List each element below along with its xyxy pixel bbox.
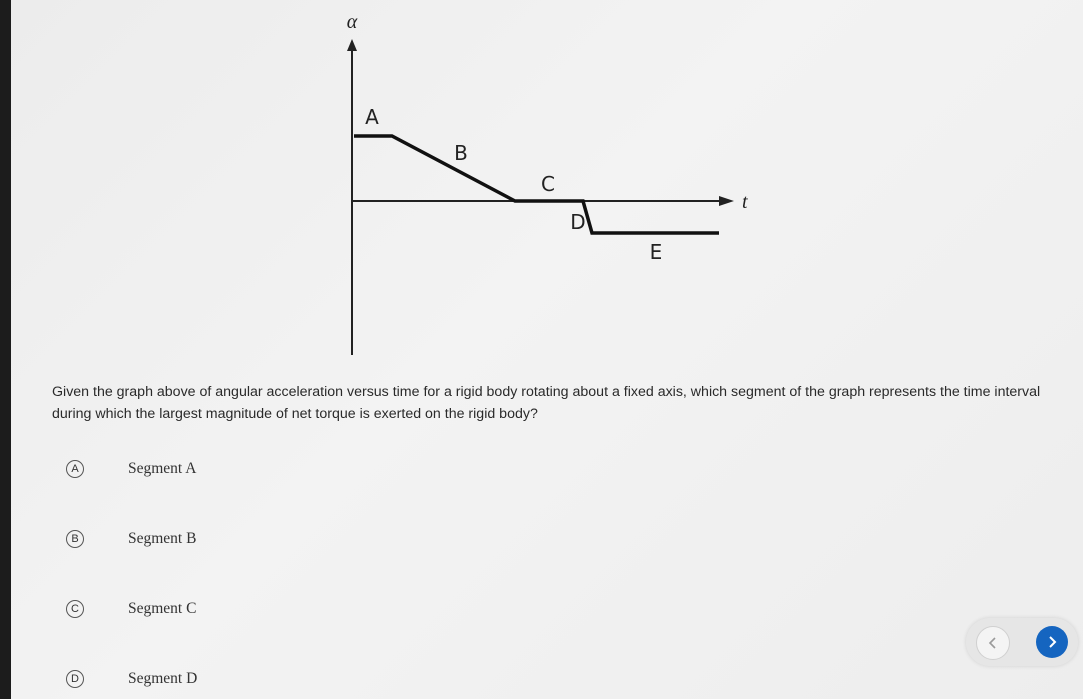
y-axis-arrow-icon bbox=[347, 39, 357, 51]
choice-a-label[interactable]: Segment A bbox=[128, 460, 197, 477]
segment-label-e: E bbox=[649, 240, 663, 264]
graph-line bbox=[354, 136, 719, 233]
question-navigation bbox=[966, 618, 1078, 666]
segment-label-c: C bbox=[541, 172, 555, 196]
choice-c-label[interactable]: Segment C bbox=[128, 600, 197, 617]
choice-a-radio[interactable]: A bbox=[66, 460, 84, 478]
question-text: Given the graph above of angular acceleration versus time for a rigid body rotating about a fixed axis, which segment of the graph represents the time interval during which the largest magnitude of net torque is exerted on the rigid body? bbox=[52, 384, 1041, 422]
segment-label-a: A bbox=[365, 105, 379, 129]
choice-c[interactable] bbox=[66, 597, 197, 621]
choice-a[interactable] bbox=[66, 457, 197, 481]
y-axis-label: α bbox=[346, 11, 358, 33]
segment-label-d: D bbox=[570, 210, 586, 234]
chevron-left-icon bbox=[986, 636, 1000, 650]
choice-c-radio[interactable]: C bbox=[66, 600, 84, 618]
x-axis-label: t bbox=[742, 191, 748, 213]
next-question-button[interactable] bbox=[1036, 626, 1068, 658]
choice-d[interactable] bbox=[66, 667, 198, 691]
previous-question-button[interactable] bbox=[976, 626, 1010, 660]
x-axis-arrow-icon bbox=[719, 196, 734, 206]
segment-label-b: B bbox=[454, 141, 468, 165]
choice-b-radio[interactable]: B bbox=[66, 530, 84, 548]
choice-d-label[interactable]: Segment D bbox=[128, 670, 198, 687]
choice-d-radio[interactable]: D bbox=[66, 670, 84, 688]
choice-b[interactable] bbox=[66, 527, 197, 551]
choice-b-label[interactable]: Segment B bbox=[128, 530, 197, 547]
chevron-right-icon bbox=[1045, 635, 1059, 649]
